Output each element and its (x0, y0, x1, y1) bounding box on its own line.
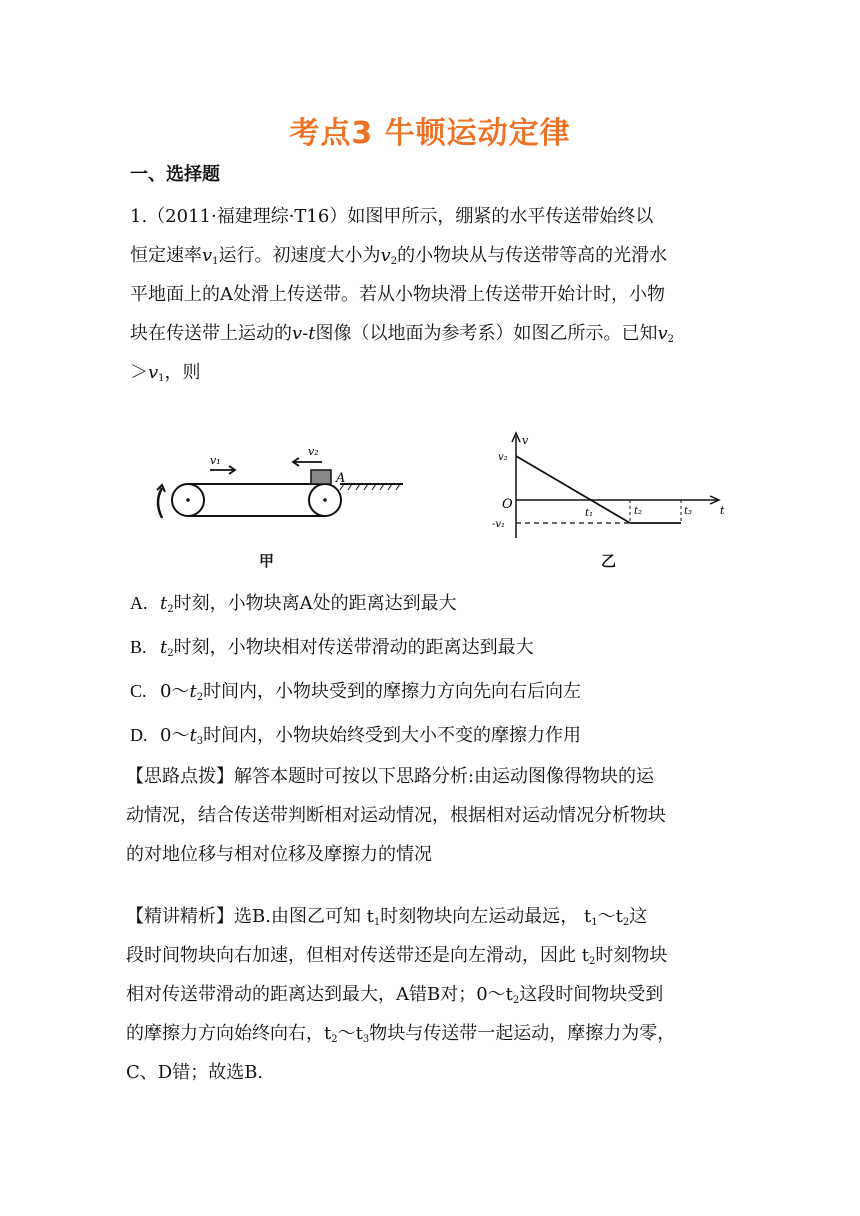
solution-block (126, 897, 746, 1092)
solution-line: 【精讲精析】选B.由图乙可知 $t_1$时刻物块向左运动最远， $t_1\sim t_2$这 (126, 906, 648, 928)
question-stem (130, 197, 740, 392)
pulley-left (172, 484, 204, 516)
label-origin: O (502, 497, 513, 512)
label-v2-axis: v₂ (498, 452, 508, 463)
question-line: 平地面上的A处滑上传送带。若从小物块滑上传送带开始计时，小物 (130, 284, 665, 305)
figure-vt-graph (488, 428, 730, 540)
section-heading: 一、选择题 (130, 164, 220, 185)
analysis-line: 的对地位移与相对位移及摩擦力的情况 (126, 844, 432, 865)
page-title: 考点3 牛顿运动定律 (289, 116, 571, 151)
label-t3: t₃ (684, 506, 693, 517)
solution-line: 相对传送带滑动的距离达到最大，A错B对；$0\sim t_2$这段时间物块受到 (126, 984, 664, 1006)
v-axis (512, 433, 520, 538)
label-v2: v₂ (308, 445, 319, 458)
arrow-right-icon (210, 466, 235, 474)
pulley-right (309, 484, 341, 516)
label-t2: t₂ (634, 506, 643, 517)
arrow-left-icon (293, 458, 322, 466)
figure-conveyor-belt (148, 440, 410, 570)
solution-line: 段时间物块向右加速，但相对传送带还是向左滑动，因此 $t_2$时刻物块 (126, 945, 668, 967)
label-t1: t₁ (585, 508, 594, 519)
label-neg-v1: -v₁ (492, 519, 506, 530)
analysis-line: 动情况，结合传送带判断相对运动情况，根据相对运动情况分析物块 (126, 805, 666, 826)
label-v1: v₁ (210, 454, 221, 467)
label-A: A (336, 471, 346, 486)
option-c: C. $0\sim t_2$时间内，小物块受到的摩擦力方向先向右后向左 (130, 681, 582, 703)
question-line: 恒定速率$v_1$运行。初速度大小为$v_2$的小物块从与传送带等高的光滑水 (130, 245, 668, 267)
vt-decel-line (516, 456, 630, 523)
question-line: $>v_1$，则 (130, 362, 201, 384)
option-d: D. $0\sim t_3$时间内，小物块始终受到大小不变的摩擦力作用 (130, 725, 582, 747)
analysis-block (126, 757, 746, 874)
solution-line: C、D错；故选B. (126, 1062, 264, 1083)
question-line: 1.（2011·福建理综·T16）如图甲所示，绷紧的水平传送带始终以 (130, 206, 654, 227)
return-arrow-icon (157, 485, 165, 518)
label-t: t (720, 504, 725, 517)
t-axis (516, 496, 719, 504)
small-block (311, 470, 331, 484)
question-line: 块在传送带上运动的v-t图像（以地面为参考系）如图乙所示。已知$v_2$ (130, 323, 675, 345)
figure-a-caption: 甲 (259, 552, 275, 570)
analysis-line: 【思路点拨】解答本题时可按以下思路分析:由运动图像得物块的运 (126, 766, 655, 787)
label-v: v (522, 434, 529, 447)
option-a: A. $t_2$时刻，小物块离A处的距离达到最大 (130, 593, 457, 615)
solution-line: 的摩擦力方向始终向右，$t_2\sim t_3$物块与传送带一起运动，摩擦力为零， (126, 1023, 676, 1045)
option-b: B. $t_2$时刻，小物块相对传送带滑动的距离达到最大 (130, 637, 534, 659)
figure-b-caption: 乙 (601, 552, 617, 570)
ground-surface (340, 484, 403, 490)
